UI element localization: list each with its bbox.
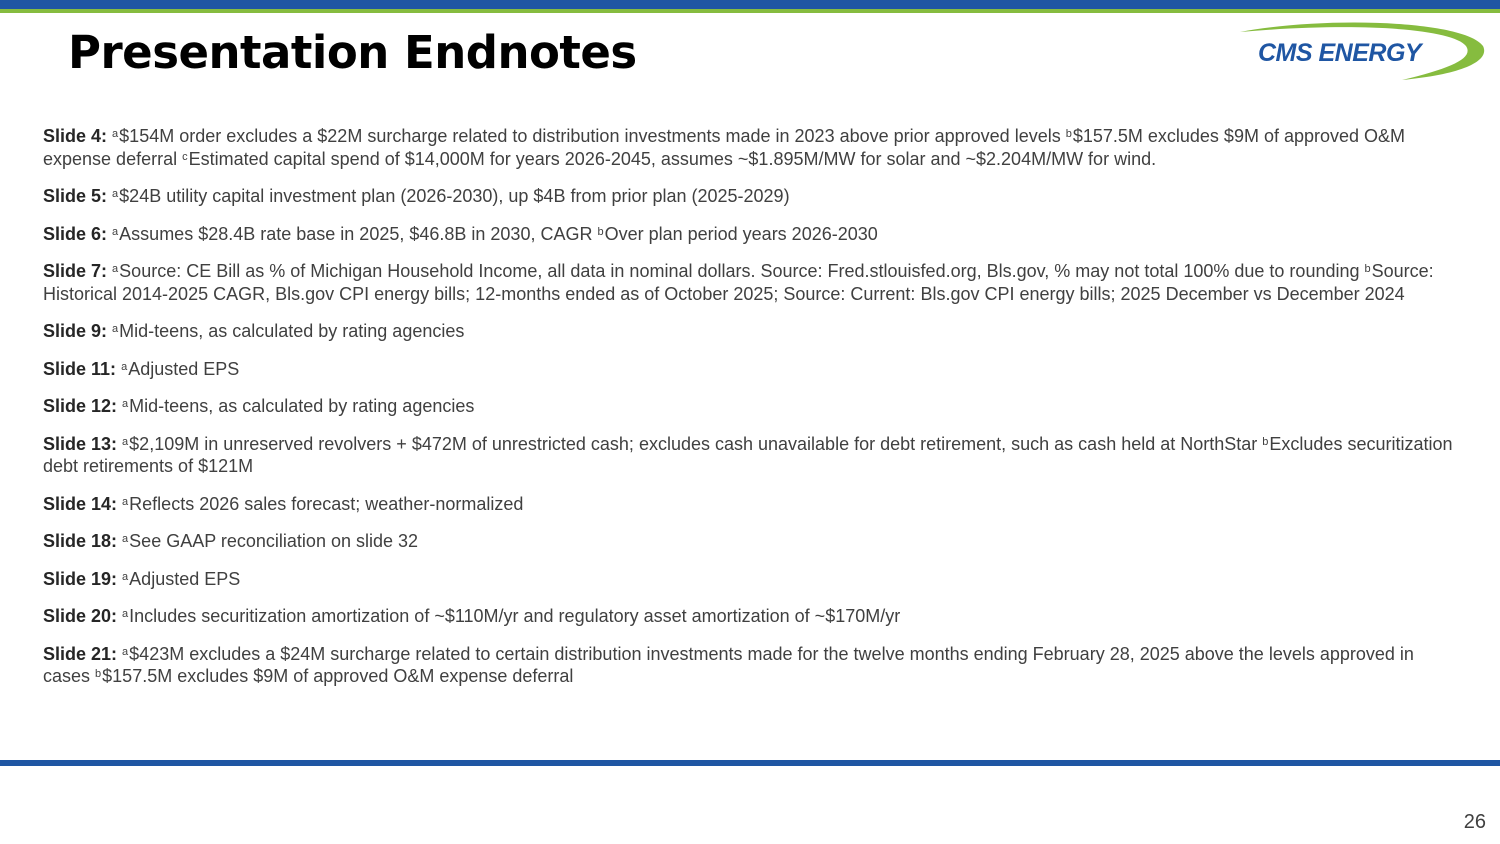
endnote-item	[43, 568, 1463, 591]
endnote-slide-label: Slide 11:	[43, 358, 117, 379]
endnote-text: Adjusted EPS	[128, 358, 240, 379]
endnote-item	[43, 320, 1463, 343]
endnote-item	[43, 643, 1463, 688]
footnote-marker: a	[122, 645, 129, 658]
endnote-slide-label: Slide 13:	[43, 433, 118, 454]
logo-wordmark: CMS ENERGY	[1258, 39, 1422, 67]
footnote-marker: a	[112, 128, 119, 140]
top-accent-bar-green	[0, 9, 1500, 13]
page-number: 26	[1463, 811, 1486, 833]
cms-energy-logo	[1234, 20, 1488, 84]
endnote-text: $157.5M excludes $9M of approved O&M expense deferral	[43, 126, 1406, 169]
footnote-marker: b	[597, 225, 604, 238]
endnote-slide-label: Slide 14:	[43, 493, 118, 514]
footnote-marker: a	[122, 435, 129, 448]
endnote-item	[43, 358, 1463, 381]
endnote-text: $2,109M in unreserved revolvers + $472M of unrestricted cash; excludes cash unavailable for debt retirement, such as cash held at NorthStar	[129, 433, 1263, 454]
footnote-marker: a	[112, 188, 119, 200]
footnote-marker: b	[1364, 263, 1371, 275]
page-title: Presentation Endnotes	[68, 26, 637, 79]
endnote-text: $24B utility capital investment plan (2026-2030), up $4B from prior plan (2025-2029)	[119, 186, 790, 206]
endnote-slide-label: Slide 19:	[43, 568, 118, 589]
endnote-item	[43, 433, 1463, 478]
endnote-item	[43, 530, 1463, 553]
endnote-text: Adjusted EPS	[129, 568, 241, 589]
footnote-marker: a	[122, 495, 129, 508]
endnote-slide-label: Slide 5:	[43, 186, 108, 206]
endnote-text: $157.5M excludes $9M of approved O&M expense deferral	[102, 666, 574, 686]
footnote-marker: a	[121, 360, 128, 373]
endnote-text: Mid-teens, as calculated by rating agencies	[129, 396, 475, 416]
footnote-marker: b	[1065, 128, 1072, 140]
endnote-text: Excludes securitization debt retirements of $121M	[43, 433, 1453, 476]
footnote-marker: a	[122, 533, 129, 545]
endnotes-list	[43, 125, 1463, 703]
footnote-marker: b	[95, 668, 102, 680]
endnote-slide-label: Slide 18:	[43, 531, 118, 551]
endnote-slide-label: Slide 21:	[43, 643, 118, 664]
endnote-item	[43, 223, 1463, 246]
endnote-item	[43, 395, 1463, 418]
endnote-text: Reflects 2026 sales forecast; weather-normalized	[129, 493, 524, 514]
endnote-text: See GAAP reconciliation on slide 32	[129, 531, 419, 551]
endnote-text: Source: CE Bill as % of Michigan Household Income, all data in nominal dollars. Source: Fred.stlouisfed.org, Bls.gov, % may not total 100% due to rounding	[119, 261, 1365, 281]
footnote-marker: a	[112, 225, 119, 238]
endnote-slide-label: Slide 7:	[43, 261, 108, 281]
endnote-text: Includes securitization amortization of ~$110M/yr and regulatory asset amortization of ~$170M/yr	[129, 606, 901, 626]
footnote-marker: a	[112, 263, 119, 275]
endnote-item	[43, 185, 1463, 208]
endnote-text: $423M excludes a $24M surcharge related to certain distribution investments made for the twelve months ending February 28, 2025 above the levels approved in cases	[43, 643, 1414, 686]
endnote-text: Mid-teens, as calculated by rating agencies	[119, 321, 465, 341]
endnote-text: Source: Historical 2014-2025 CAGR, Bls.gov CPI energy bills; 12-months ended as of October 2025; Source: Current: Bls.gov CPI energy bills; 2025 December vs December 2024	[43, 261, 1434, 304]
endnote-item	[43, 605, 1463, 628]
endnote-slide-label: Slide 9:	[43, 321, 108, 341]
footnote-marker: a	[112, 323, 119, 335]
endnote-text: $154M order excludes a $22M surcharge related to distribution investments made in 2023 above prior approved levels	[119, 126, 1066, 146]
footnote-marker: a	[122, 570, 129, 583]
endnote-text: Estimated capital spend of $14,000M for years 2026-2045, assumes ~$1.895M/MW for solar and ~$2.204M/MW for wind.	[188, 148, 1157, 169]
bottom-accent-bar	[0, 760, 1500, 766]
endnote-text: Assumes $28.4B rate base in 2025, $46.8B in 2030, CAGR	[119, 223, 598, 244]
endnote-slide-label: Slide 12:	[43, 396, 118, 416]
endnote-slide-label: Slide 4:	[43, 126, 108, 146]
endnote-item	[43, 260, 1463, 305]
footnote-marker: b	[1262, 435, 1269, 448]
endnote-slide-label: Slide 6:	[43, 223, 108, 244]
endnote-slide-label: Slide 20:	[43, 606, 118, 626]
endnote-text: Over plan period years 2026-2030	[604, 223, 878, 244]
footnote-marker: a	[122, 608, 129, 620]
endnote-item	[43, 493, 1463, 516]
top-accent-bar-blue	[0, 0, 1500, 9]
footnote-marker: c	[182, 150, 188, 163]
endnote-item	[43, 125, 1463, 170]
footnote-marker: a	[122, 398, 129, 410]
